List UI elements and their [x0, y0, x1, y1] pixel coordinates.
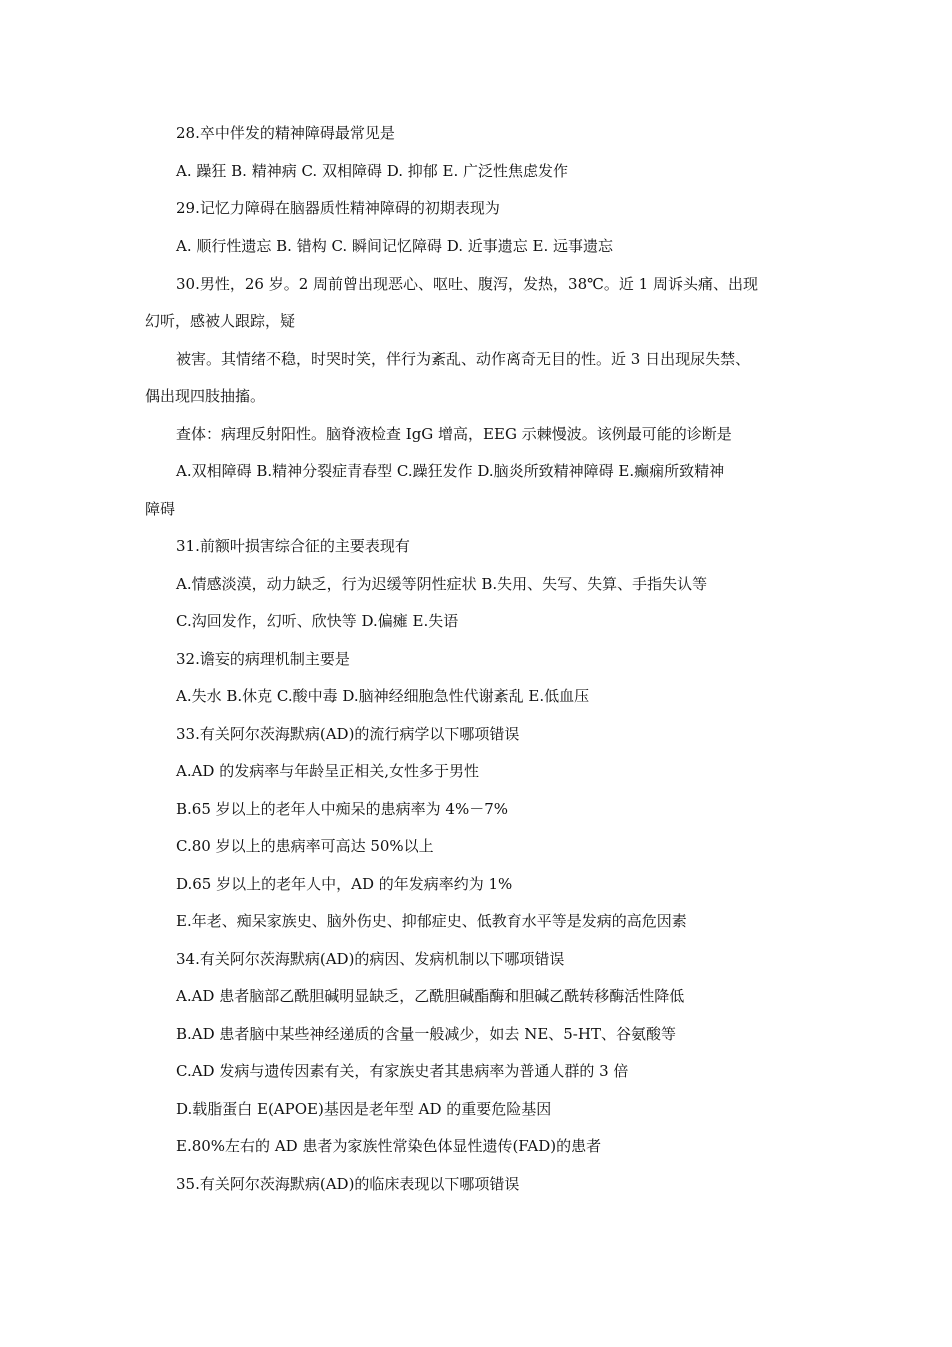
question-31-options-line-2: C.沟回发作，幻听、欣快等 D.偏瘫 E.失语 — [176, 612, 459, 630]
question-33-option-d: D.65 岁以上的老年人中，AD 的年发病率约为 1% — [176, 875, 513, 893]
question-34-option-a: A.AD 患者脑部乙酰胆碱明显缺乏，乙酰胆碱酯酶和胆碱乙酰转移酶活性降低 — [176, 987, 685, 1005]
question-31-stem: 31.前额叶损害综合征的主要表现有 — [176, 537, 410, 555]
question-34-option-c: C.AD 发病与遗传因素有关，有家族史者其患病率为普通人群的 3 倍 — [176, 1062, 629, 1080]
question-33-stem: 33.有关阿尔茨海默病(AD)的流行病学以下哪项错误 — [176, 725, 520, 743]
question-33-option-c: C.80 岁以上的患病率可高达 50%以上 — [176, 837, 434, 855]
question-29-options: A. 顺行性遗忘 B. 错构 C. 瞬间记忆障碍 D. 近事遗忘 E. 远事遗忘 — [176, 237, 613, 255]
question-30-stem-line-2: 幻听，感被人跟踪，疑 — [145, 312, 296, 330]
question-28-options: A. 躁狂 B. 精神病 C. 双相障碍 D. 抑郁 E. 广泛性焦虑发作 — [176, 162, 568, 180]
question-31-options-line-1: A.情感淡漠，动力缺乏，行为迟缓等阴性症状 B.失用、失写、失算、手指失认等 — [176, 575, 708, 593]
question-30-stem-line-3: 被害。其情绪不稳，时哭时笑，伴行为紊乱、动作离奇无目的性。近 3 日出现尿失禁、 — [176, 350, 751, 368]
question-34-option-b: B.AD 患者脑中某些神经递质的含量一般减少，如去 NE、5-HT、谷氨酸等 — [176, 1025, 676, 1043]
question-32-options: A.失水 B.休克 C.酸中毒 D.脑神经细胞急性代谢紊乱 E.低血压 — [176, 687, 590, 705]
question-28-stem: 28.卒中伴发的精神障碍最常见是 — [176, 124, 395, 142]
question-30-stem-line-5: 查体：病理反射阳性。脑脊液检查 IgG 增高，EEG 示棘慢波。该例最可能的诊断是 — [176, 425, 732, 443]
question-34-option-d: D.载脂蛋白 E(APOE)基因是老年型 AD 的重要危险基因 — [176, 1100, 552, 1118]
question-34-stem: 34.有关阿尔茨海默病(AD)的病因、发病机制以下哪项错误 — [176, 950, 565, 968]
question-30-stem-line-4: 偶出现四肢抽搐。 — [145, 387, 266, 405]
question-33-option-e: E.年老、痴呆家族史、脑外伤史、抑郁症史、低教育水平等是发病的高危因素 — [176, 912, 687, 930]
question-30-options-line-1: A.双相障碍 B.精神分裂症青春型 C.躁狂发作 D.脑炎所致精神障碍 E.癫痫所致精神 — [176, 462, 725, 480]
question-34-option-e: E.80%左右的 AD 患者为家族性常染色体显性遗传(FAD)的患者 — [176, 1137, 602, 1155]
question-35-stem: 35.有关阿尔茨海默病(AD)的临床表现以下哪项错误 — [176, 1175, 520, 1193]
question-30-options-line-2: 障碍 — [145, 500, 176, 518]
question-30-stem-line-1: 30.男性，26 岁。2 周前曾出现恶心、呕吐、腹泻，发热，38℃。近 1 周诉头痛、出现 — [176, 275, 758, 293]
question-32-stem: 32.谵妄的病理机制主要是 — [176, 650, 350, 668]
question-29-stem: 29.记忆力障碍在脑器质性精神障碍的初期表现为 — [176, 199, 500, 217]
question-33-option-a: A.AD 的发病率与年龄呈正相关,女性多于男性 — [176, 762, 479, 780]
question-33-option-b: B.65 岁以上的老年人中痴呆的患病率为 4%－7% — [176, 800, 509, 818]
